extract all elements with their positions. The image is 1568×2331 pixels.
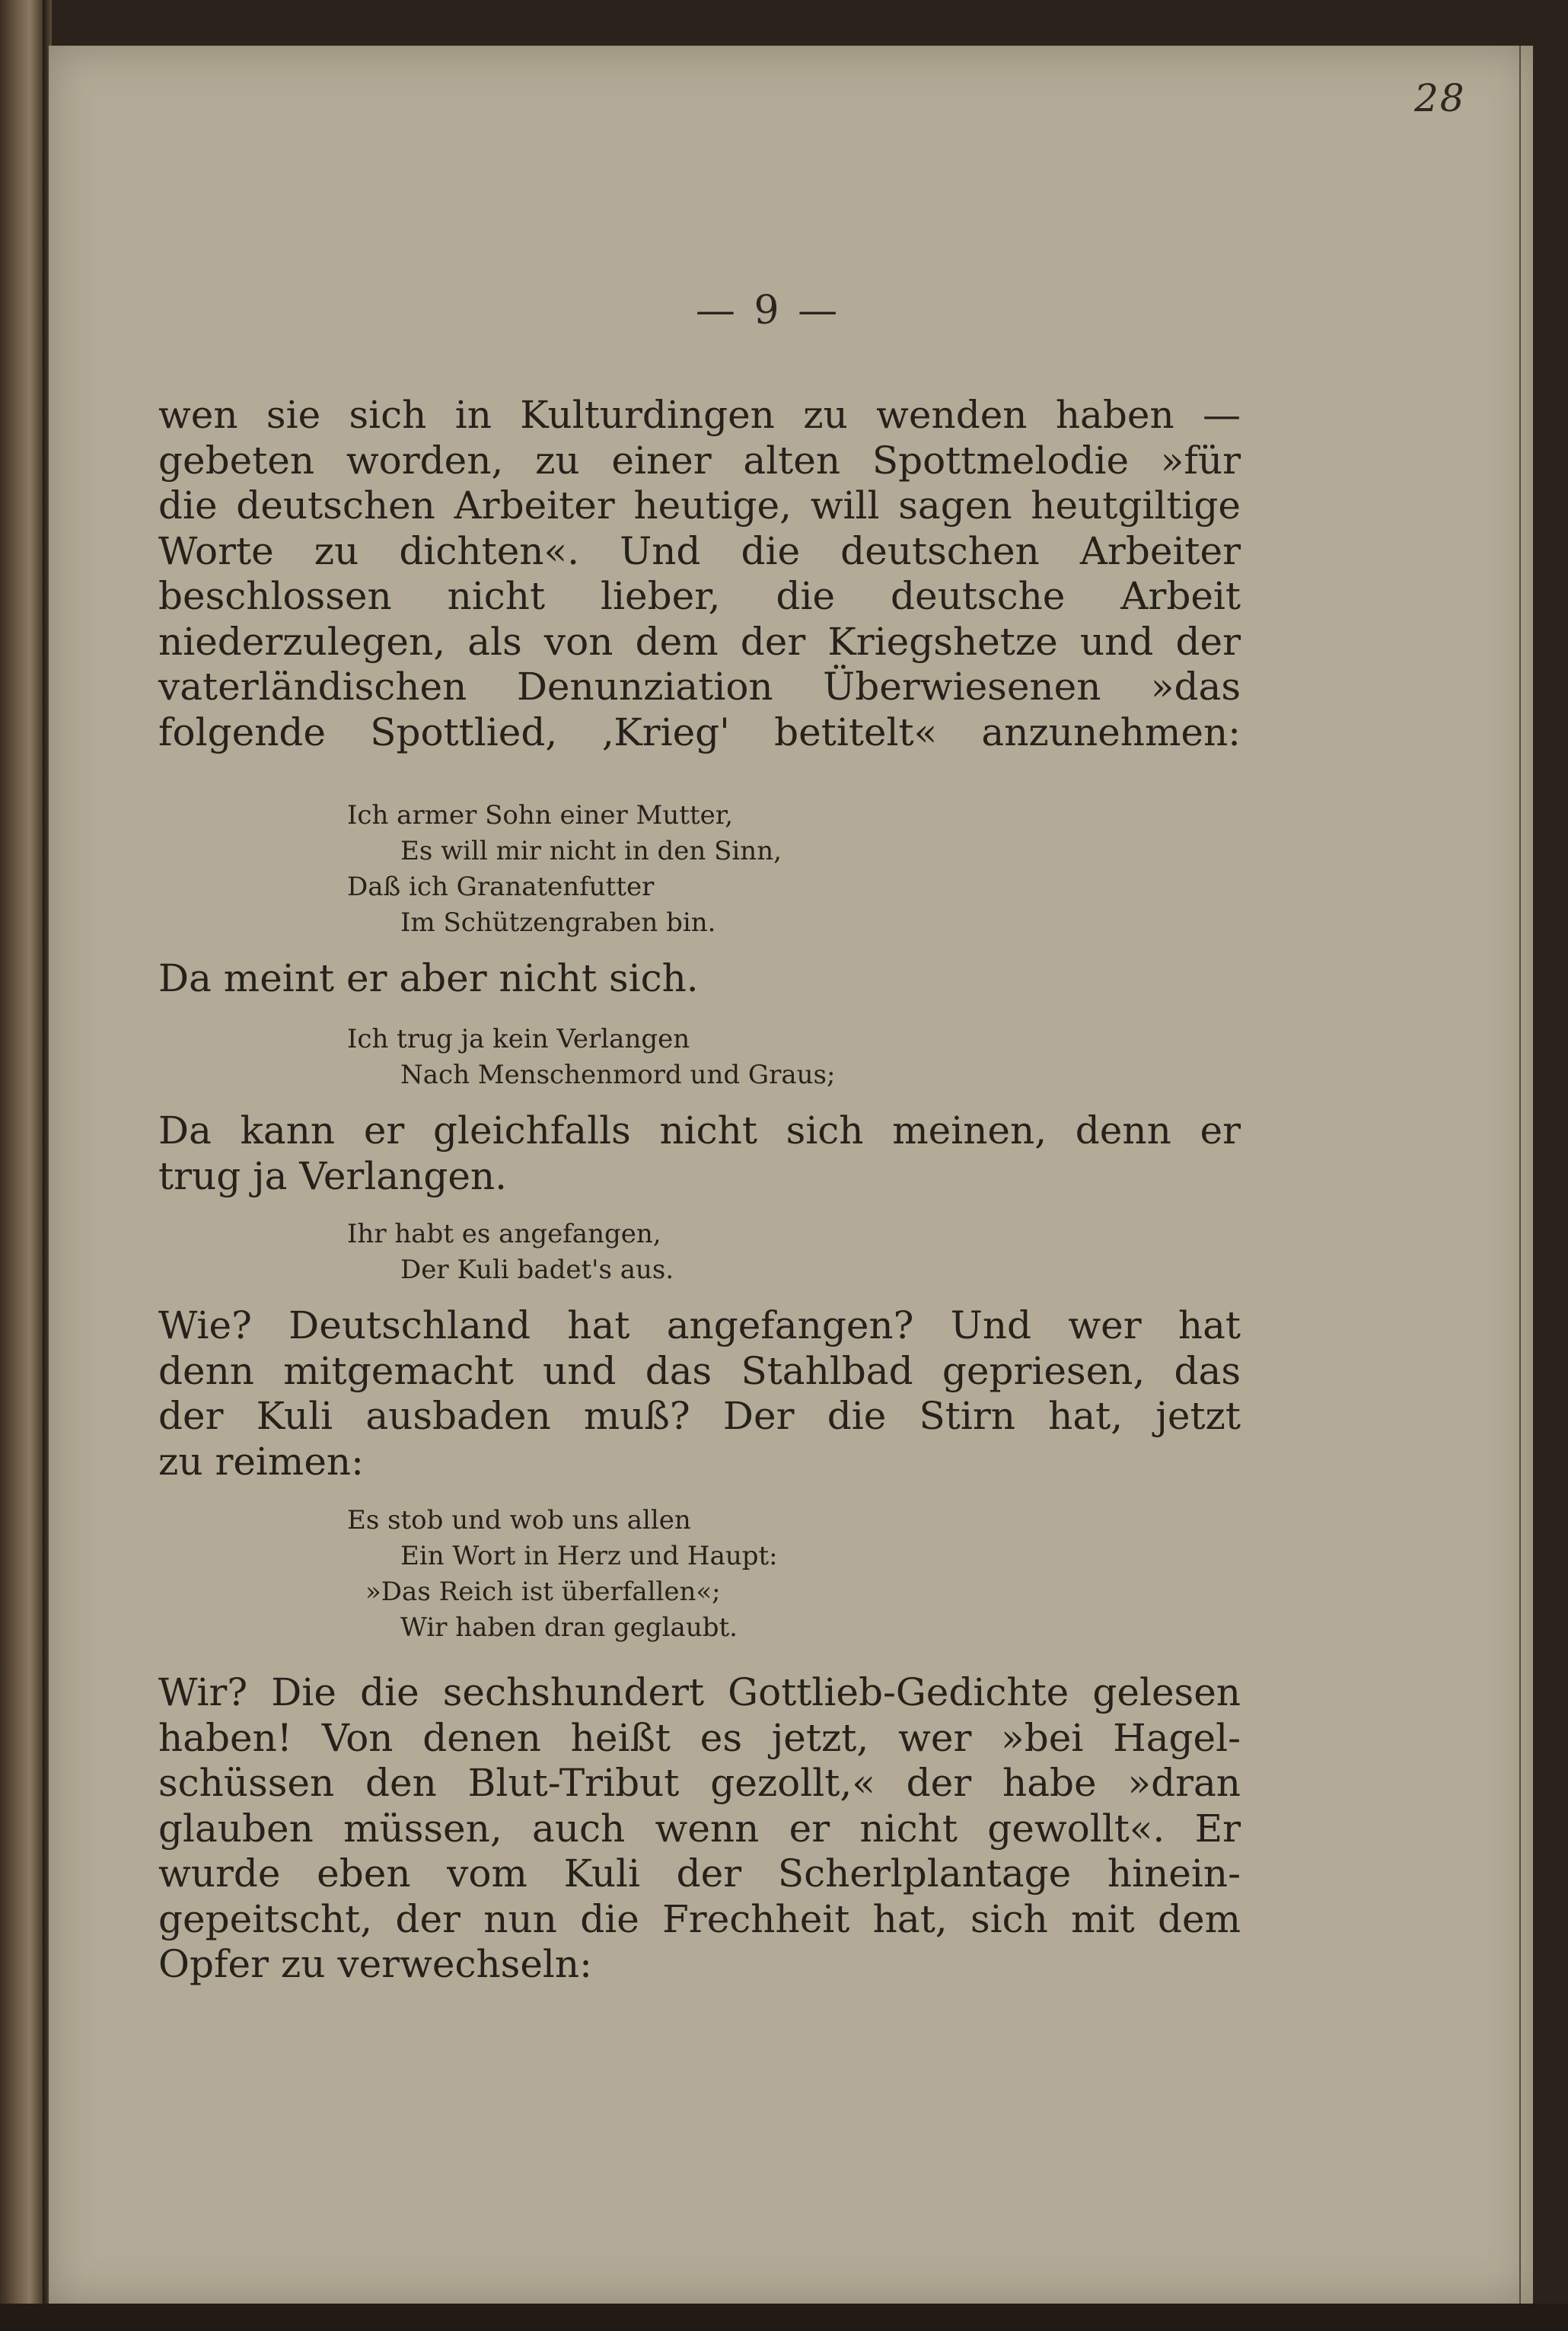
text-line: Opfer zu verwechseln:: [158, 1942, 592, 1986]
paragraph-4: [158, 1303, 1241, 1484]
paragraph-1: [158, 393, 1241, 755]
text-line: folgende Spottlied, ‚Krieg' betitelt« anzunehmen:: [158, 710, 1241, 754]
page-number: — 9 —: [695, 288, 841, 333]
verse-line: Wir haben dran geglaubt.: [400, 1612, 738, 1643]
paragraph-3: [158, 1108, 1241, 1199]
text-line: Wie? Deutschland hat angefangen? Und wer hat: [158, 1303, 1241, 1347]
scan-bottom-border: [0, 2304, 1568, 2331]
verse-stanza-3: [347, 1217, 674, 1288]
text-line: wurde eben vom Kuli der Scherlplantage hinein-: [158, 1851, 1241, 1896]
text-line: vaterländischen Denunziation Überwiesenen »das: [158, 665, 1241, 709]
verse-line: Im Schützengraben bin.: [400, 907, 716, 938]
text-line: Da meint er aber nicht sich.: [158, 956, 699, 1000]
verse-line: Nach Menschenmord und Graus;: [400, 1060, 836, 1090]
handwritten-page-number: 28: [1414, 76, 1466, 120]
text-line: zu reimen:: [158, 1439, 364, 1484]
verse-line: »Das Reich ist überfallen«;: [365, 1577, 721, 1607]
verse-line: Ich trug ja kein Verlangen: [347, 1024, 690, 1054]
book-edge: [0, 0, 43, 2331]
verse-line: Es stob und wob uns allen: [347, 1505, 691, 1535]
verse-line: Ihr habt es angefangen,: [347, 1219, 661, 1249]
text-line: Wir? Die die sechshundert Gottlieb-Gedichte gelesen: [158, 1670, 1241, 1714]
text-line: wen sie sich in Kulturdingen zu wenden haben —: [158, 393, 1241, 437]
text-line: Worte zu dichten«. Und die deutschen Arbeiter: [158, 528, 1241, 573]
text-line: glauben müssen, auch wenn er nicht gewollt«. Er: [158, 1806, 1241, 1851]
text-line: haben! Von denen heißt es jetzt, wer »bei Hagel-: [158, 1715, 1241, 1760]
text-line: beschlossen nicht lieber, die deutsche Arbeit: [158, 574, 1241, 618]
verse-line: Es will mir nicht in den Sinn,: [400, 836, 782, 866]
text-line: die deutschen Arbeiter heutige, will sagen heutgiltige: [158, 483, 1241, 528]
verse-line: Daß ich Granatenfutter: [347, 872, 655, 902]
text-line: Da kann er gleichfalls nicht sich meinen, denn er: [158, 1108, 1241, 1153]
verse-line: Der Kuli badet's aus.: [400, 1255, 674, 1285]
text-line: niederzulegen, als von dem der Kriegshetze und der: [158, 619, 1241, 664]
paper-page: [49, 46, 1533, 2305]
verse-line: Ein Wort in Herz und Haupt:: [400, 1541, 778, 1571]
verse-line: Ich armer Sohn einer Mutter,: [347, 800, 734, 831]
verse-stanza-4: [347, 1503, 778, 1646]
page-edge-line: [1519, 46, 1521, 2305]
verse-stanza-1: [347, 798, 782, 941]
text-line: denn mitgemacht und das Stahlbad gepriesen, das: [158, 1348, 1241, 1393]
text-line: gepeitscht, der nun die Frechheit hat, sich mit dem: [158, 1896, 1241, 1941]
text-line: trug ja Verlangen.: [158, 1153, 508, 1198]
text-line: der Kuli ausbaden muß? Der die Stirn hat, jetzt: [158, 1394, 1241, 1438]
text-line: schüssen den Blut-Tribut gezollt,« der habe »dran: [158, 1761, 1241, 1805]
paragraph-2: [158, 956, 1241, 1002]
text-line: gebeten worden, zu einer alten Spottmelodie »für: [158, 438, 1241, 483]
paragraph-5: [158, 1670, 1241, 1988]
verse-stanza-2: [347, 1022, 835, 1093]
